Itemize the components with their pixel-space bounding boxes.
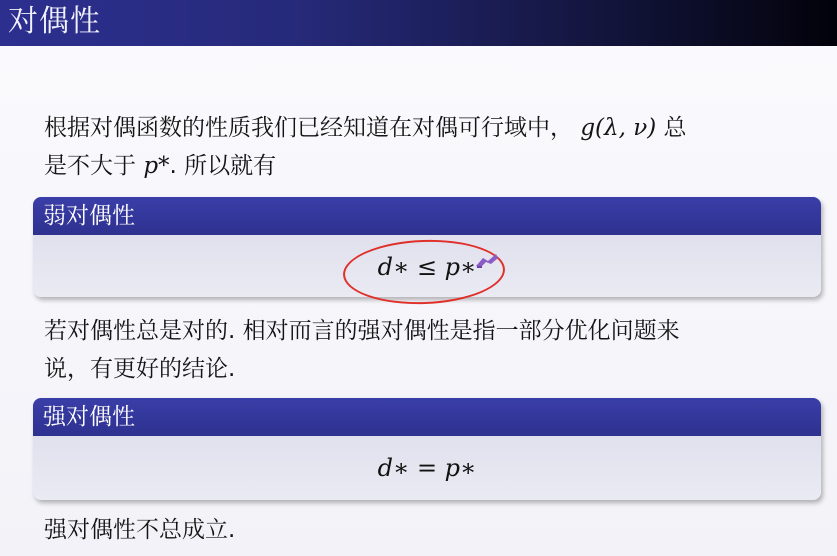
middle-line-2: 说，有更好的结论. (44, 356, 236, 382)
intro-line-1 (44, 109, 686, 147)
middle-line-1: 若对偶性总是对的. 相对而言的强对偶性是指一部分优化问题来 (44, 318, 680, 344)
pen-cursor-icon (474, 252, 500, 270)
intro-line-2-text: 是不大于 (44, 153, 136, 179)
intro-line-2-end: . 所以就有 (169, 153, 277, 179)
strong-duality-body (33, 436, 821, 500)
strong-duality-title: 强对偶性 (33, 398, 821, 436)
intro-line-2 (44, 147, 276, 185)
weak-duality-formula: d∗ ≤ p∗ (377, 253, 477, 281)
intro-line-1-text: 根据对偶函数的性质我们已经知道在对偶可行域中， (44, 115, 573, 141)
primal-optimal-math: p* (143, 153, 170, 179)
title-bar (0, 0, 837, 46)
dual-function-math: g(λ, ν) (580, 115, 657, 141)
intro-line-1-end: 总 (663, 115, 687, 141)
footer-line: 强对偶性不总成立. (44, 517, 236, 543)
weak-duality-title: 弱对偶性 (33, 197, 821, 235)
slide-title: 对偶性 (8, 4, 101, 39)
strong-duality-block (33, 398, 821, 500)
strong-duality-formula: d∗ = p∗ (377, 454, 477, 482)
